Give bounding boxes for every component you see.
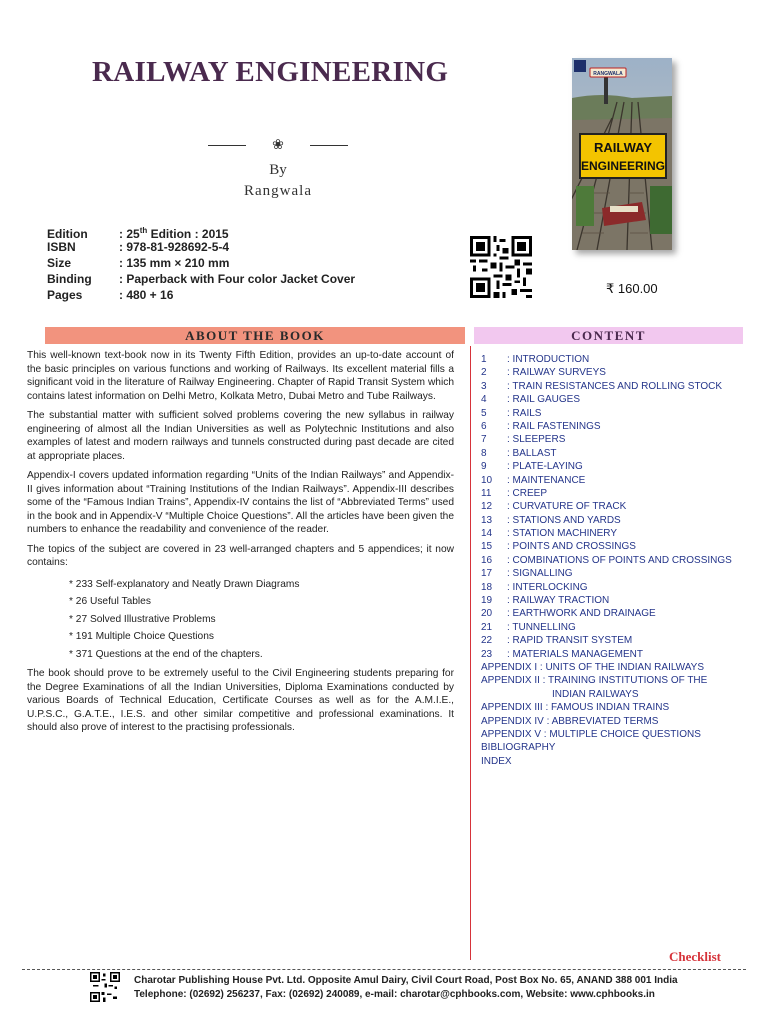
chapter-number: 3	[481, 380, 487, 392]
pages-value: : 480 + 16	[119, 288, 174, 302]
chapter-number: 1	[481, 354, 487, 365]
chapter-item	[481, 540, 743, 553]
chapter-title: : EARTHWORK AND DRAINAGE	[507, 608, 656, 620]
binding-value: : Paperback with Four color Jacket Cover	[119, 272, 356, 286]
appendix-2: APPENDIX II : TRAINING INSTITUTIONS OF THE	[481, 675, 708, 687]
chapter-item	[481, 474, 743, 487]
pages-row	[47, 287, 355, 303]
chapter-number: 14	[481, 528, 493, 540]
chapter-item	[481, 407, 743, 420]
cover-badge: RANGWALA	[593, 71, 623, 77]
appendix-1: APPENDIX I : UNITS OF THE INDIAN RAILWAYS	[481, 661, 704, 673]
chapter-title: : SIGNALLING	[507, 568, 573, 580]
feature-item: * 27 Solved Illustrative Problems	[69, 613, 216, 625]
isbn-label: ISBN	[47, 240, 76, 254]
chapter-title: : RAPID TRANSIT SYSTEM	[507, 635, 633, 647]
chapter-number: 10	[481, 474, 493, 486]
checklist-label: Checklist	[669, 949, 721, 964]
chapter-item	[481, 460, 743, 473]
chapter-title: : RAIL FASTENINGS	[507, 420, 601, 432]
appendix-2-continued: INDIAN RAILWAYS	[552, 688, 639, 700]
appendix-3: APPENDIX III : FAMOUS INDIAN TRAINS	[481, 702, 670, 714]
chapter-item	[481, 447, 743, 460]
chapter-number: 23	[481, 648, 493, 660]
chapter-item	[481, 527, 743, 540]
feature-item: * 233 Self-explanatory and Neatly Drawn Diagrams	[69, 578, 300, 590]
chapter-title: : RAILWAY SURVEYS	[507, 367, 606, 379]
feature-item: * 371 Questions at the end of the chapters.	[69, 648, 263, 660]
chapter-title: : POINTS AND CROSSINGS	[507, 541, 636, 553]
chapter-title: : RAILS	[507, 407, 542, 419]
chapter-title: : RAIL GAUGES	[507, 394, 580, 406]
chapter-title: : STATIONS AND YARDS	[507, 514, 621, 526]
chapter-number: 15	[481, 541, 493, 553]
publisher-contact: Telephone: (02692) 256237, Fax: (02692) 240089, e-mail: charotar@cphbooks.com, Website: www.cphbooks.in	[134, 989, 655, 1000]
size-value: : 135 mm × 210 mm	[119, 256, 230, 270]
chapter-item	[481, 366, 743, 379]
chapter-number: 20	[481, 608, 493, 620]
chapter-item	[481, 634, 743, 647]
chapter-title: : RAILWAY TRACTION	[507, 595, 610, 607]
chapter-item	[481, 420, 743, 433]
chapter-number: 19	[481, 595, 493, 607]
binding-row	[47, 271, 355, 287]
appendix-4: APPENDIX IV : ABBREVIATED TERMS	[481, 715, 659, 727]
chapter-item	[481, 487, 743, 500]
chapter-number: 11	[481, 487, 492, 499]
chapter-item	[481, 621, 743, 634]
edition-label: Edition	[47, 227, 88, 241]
chapter-title: : PLATE-LAYING	[507, 461, 583, 473]
about-paragraph-4: The topics of the subject are covered in 23 well-arranged chapters and 5 appendices; it now contains:	[27, 543, 454, 568]
chapter-item	[481, 594, 743, 607]
qr-code-icon[interactable]	[470, 236, 532, 298]
table-of-contents	[481, 353, 743, 768]
chapter-item	[481, 433, 743, 446]
chapter-title: : INTRODUCTION	[507, 354, 590, 365]
chapter-item	[481, 353, 743, 366]
about-section	[27, 349, 454, 741]
chapter-title: : SLEEPERS	[507, 434, 566, 446]
index: INDEX	[481, 755, 512, 767]
size-label: Size	[47, 256, 72, 270]
features-list	[27, 576, 454, 664]
chapter-title: : CREEP	[507, 487, 548, 499]
by-label: By	[269, 162, 287, 178]
feature-item: * 26 Useful Tables	[69, 596, 151, 607]
chapter-item	[481, 500, 743, 513]
chapter-title: : TUNNELLING	[507, 621, 576, 633]
chapter-title: : STATION MACHINERY	[507, 528, 618, 540]
chapter-number: 18	[481, 581, 493, 593]
cover-title-line1: RAILWAY	[593, 140, 653, 155]
chapter-title: : CURVATURE OF TRACK	[507, 501, 627, 513]
chapter-title: : BALLAST	[507, 447, 557, 459]
chapter-title: : MATERIALS MANAGEMENT	[507, 648, 643, 660]
chapter-number: 7	[481, 434, 487, 446]
chapter-item	[481, 393, 743, 406]
footer-qr-code-icon[interactable]	[90, 972, 120, 1002]
chapter-number: 6	[481, 420, 487, 432]
size-row	[47, 255, 355, 271]
about-paragraph-1: This well-known text-book now in its Twenty Fifth Edition, provides an up-to-date account of the basic principles on various functions and working of Railways. Its excellent material fills a significant void in the literature of Railway Engineering. Chapter of Rapid Transit System which contains latest information on Delhi Metro, Kolkata Metro, Dubai Metro and Tube Railways.	[27, 350, 454, 402]
book-cover-image	[572, 58, 672, 250]
book-price: ₹ 160.00	[606, 281, 658, 296]
chapter-number: 22	[481, 635, 493, 647]
chapter-number: 21	[481, 621, 493, 633]
pages-label: Pages	[47, 288, 83, 302]
edition-row	[47, 223, 355, 239]
chapter-list	[481, 353, 743, 661]
bibliography: BIBLIOGRAPHY	[481, 742, 556, 754]
chapter-title: : TRAIN RESISTANCES AND ROLLING STOCK	[507, 380, 723, 392]
title-ornament	[208, 136, 348, 156]
chapter-item	[481, 581, 743, 594]
chapter-number: 12	[481, 501, 493, 513]
binding-label: Binding	[47, 272, 92, 286]
about-heading: ABOUT THE BOOK	[45, 327, 465, 344]
flower-ornament-icon: ❀	[272, 136, 284, 152]
chapter-number: 2	[481, 367, 487, 379]
publisher-address: Charotar Publishing House Pvt. Ltd. Opposite Amul Dairy, Civil Court Road, Post Box No. 65, ANAND 388 001 India	[134, 975, 678, 986]
book-details	[47, 223, 355, 303]
chapter-number: 4	[481, 394, 487, 406]
chapter-item	[481, 380, 743, 393]
isbn-value: : 978-81-928692-5-4	[119, 240, 230, 254]
cover-title-line2: ENGINEERING	[580, 159, 666, 173]
chapter-number: 13	[481, 514, 493, 526]
chapter-item	[481, 648, 743, 661]
about-paragraph-3: Appendix-I covers updated information regarding “Units of the Indian Railways” and Appendix-II gives information about “Training Institutions of the Indian Railways”. Appendix-III describes some of the “Famous Indian Trains”, Appendix-IV contains the list of “Abbreviated Terms” used in the book and in Appendix-V “Multiple Choice Questions”. All the articles have been given the numbers to enhance the readability and convenience of the reader.	[27, 470, 454, 535]
isbn-row	[47, 239, 355, 255]
appendix-5: APPENDIX V : MULTIPLE CHOICE QUESTIONS	[481, 728, 701, 740]
chapter-title: : INTERLOCKING	[507, 581, 588, 593]
chapter-item	[481, 567, 743, 580]
footer-divider	[22, 969, 746, 970]
chapter-title: : COMBINATIONS OF POINTS AND CROSSINGS	[507, 554, 732, 566]
book-title: RAILWAY ENGINEERING	[92, 56, 449, 88]
chapter-number: 9	[481, 461, 487, 473]
about-paragraph-2: The substantial matter with sufficient solved problems covering the new syllabus in railway engineering of almost all the Indian Universities as well as Polytechnic Institutions and also examples of latest and modern railways and tunnels constructed during past decade are cited at appropriate places.	[27, 410, 454, 462]
publisher-footer	[134, 974, 678, 1002]
edition-value: : 25th Edition : 2015	[119, 226, 229, 241]
chapter-title: : MAINTENANCE	[507, 474, 586, 486]
chapter-number: 17	[481, 568, 493, 580]
chapter-number: 5	[481, 407, 487, 419]
content-heading: CONTENT	[474, 327, 743, 344]
chapter-number: 8	[481, 447, 487, 459]
author-name: Rangwala	[244, 183, 312, 199]
column-divider	[470, 346, 471, 960]
chapter-item	[481, 514, 743, 527]
about-paragraph-5: The book should prove to be extremely useful to the Civil Engineering students preparing for the Degree Examinations of all the Indian Universities, Diploma Examinations conducted by various Boards of Technical Education, Certificate Courses as well as for the A.M.I.E., U.P.S.C., G.A.T.E., I.E.S. and other similar competitive and professional examinations. It should also prove of interest to the practising professionals.	[27, 668, 454, 733]
chapter-item	[481, 607, 743, 620]
feature-item: * 191 Multiple Choice Questions	[69, 631, 214, 642]
chapter-number: 16	[481, 554, 493, 566]
chapter-item	[481, 554, 743, 567]
